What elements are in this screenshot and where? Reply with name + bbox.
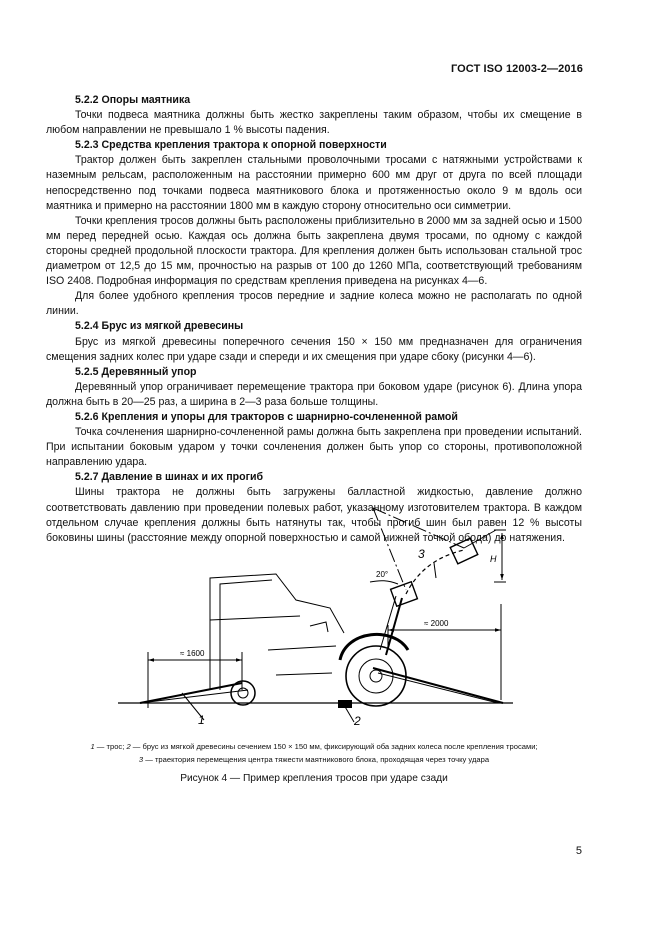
section-heading: 5.2.6 Крепления и упоры для тракторов с шарнирно-сочлененной рамой [75,410,458,423]
tractor-tie-down-drawing [118,500,518,728]
seat [310,622,328,632]
label-angle: 20° [376,570,389,579]
legend-num: 1 [90,742,95,751]
tractor-body [210,574,344,690]
figure-legend [46,741,582,766]
section-heading: 5.2.4 Брус из мягкой древесины [75,320,244,333]
paragraph: Брус из мягкой древесины поперечного сечения 150 × 150 мм предназначен для ограничения смещения задних колес при ударе сзади и спереди и их смещения при ударе сбоку (рисунки 4—6). [46,335,582,363]
label-dim-2000: ≈ 2000 [424,619,449,628]
page-number: 5 [575,845,582,857]
legend-num: 2 [126,742,131,751]
legend-text: — трос; [94,742,127,751]
callout-1: 1 [198,713,205,727]
section-heading: 5.2.5 Деревянный упор [75,365,197,378]
paragraph: Для более удобного крепления тросов передние и задние колеса можно не располагать по одной линии. [46,290,582,318]
paragraph: Трактор должен быть закреплен стальными проволочными тросами с натяжными устройствами к наземным рельсам, расположенным на расстоянии примерно 600 мм друг от друга по всей площади непосредственно под точками подвеса маятникового блока и протяженностью около 9 м вдоль оси маятника и примерно на расстоянии 1800 мм в каждую сторону относительно оси симметрии. [46,154,582,212]
callout-3: 3 [418,547,425,561]
legend-text: — траектория перемещения центра тяжести маятникового блока, проходящая через точку удара [143,754,490,764]
paragraph: Точки подвеса маятника должны быть жестко закреплены таким образом, чтобы их смещение в любом направлении не превышало 1 % высоты падения. [46,109,582,137]
label-height: H [490,554,497,564]
rear-wheel [346,646,406,706]
section-heading: 5.2.2 Опоры маятника [75,94,191,106]
body-text [46,93,582,546]
paragraph: Шины трактора не должны быть загружены балластной жидкостью, давление должно соответствовать давлению при проведении полевых работ, указанному изготовителем трактора. В каждом отдельном случае крепления должны быть натянуты так, чтобы прогиб шин был равен 12 % высоты боковины шины (расстояние между опорной поверхностью и самой нижней точкой обода) до натяжения. [46,486,582,544]
legend-num: 3 [138,754,144,764]
paragraph: Точки крепления тросов должны быть расположены приблизительно в 2000 мм за задней осью и 1500 мм перед передней осью. Каждая ось должна быть закреплена двумя тросами, по одному с каждой стороны средней продольной плоскости трактора. Для крепления должен быть использован стальной трос диаметром от 12,5 до 15 мм, прочностью на разрыв от 100 до 1260 МПа, соответствующий требованиям ISO 2408. Подробная информация по средствам крепления приведена на рисунках 4—6. [46,214,582,288]
figure-caption: Рисунок 4 — Пример крепления тросов при ударе сзади [180,773,448,784]
paragraph: Точка сочленения шарнирно-сочлененной рамы должна быть закреплена при проведении испытаний. При испытании боковым ударом у точки сочленения должен быть упор со стороны, противоположной направлению удара. [46,426,582,469]
wooden-beam [338,700,352,708]
document-header: ГОСТ ISO 12003-2—2016 [450,63,583,75]
figure-4-diagram [118,500,518,728]
section-heading: 5.2.7 Давление в шинах и их прогиб [75,471,264,484]
callout-2: 2 [354,714,361,728]
front-wheel [231,681,255,705]
legend-text: — брус из мягкой древесины сечением 150 × 150 мм, фиксирующий оба задних колеса после крепления тросами; [130,742,538,751]
section-heading: 5.2.3 Средства крепления трактора к опорной поверхности [75,139,387,152]
label-dim-1600: ≈ 1600 [180,649,205,658]
paragraph: Деревянный упор ограничивает перемещение трактора при боковом ударе (рисунок 6). Длина упора должна быть в 20—25 раз, а ширина в 2—3 раза больше толщины. [46,380,582,408]
